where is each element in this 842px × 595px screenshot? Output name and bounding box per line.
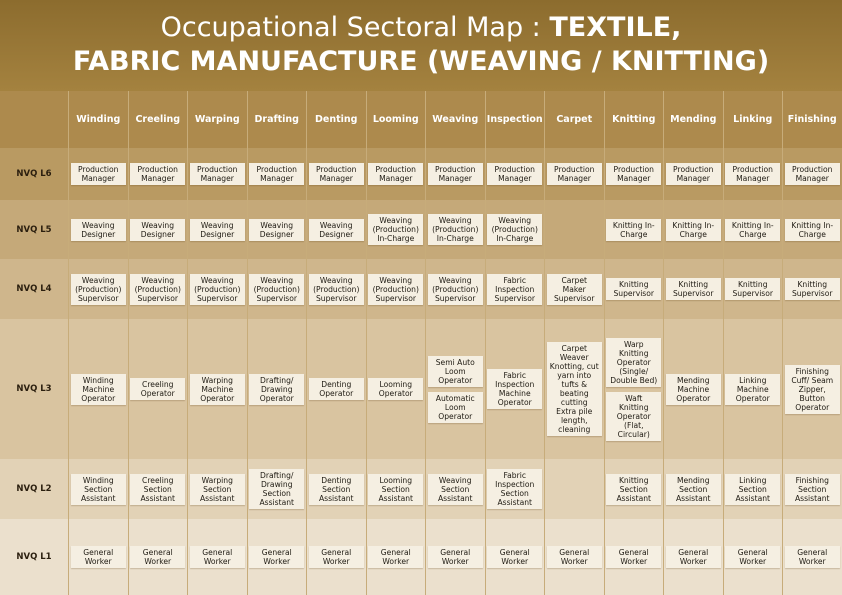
column-header: Finishing [783, 91, 842, 148]
job-stack [249, 163, 304, 185]
map-cell [664, 200, 724, 259]
map-cell [783, 259, 842, 319]
job-box: Denting Section Assistant [309, 474, 364, 505]
job-box: Knitting In-Charge [606, 219, 661, 241]
job-box: Drafting/ Drawing Section Assistant [249, 469, 304, 509]
map-cell [426, 319, 486, 459]
job-box: Production Manager [606, 163, 661, 185]
map-cell [69, 148, 129, 200]
job-box: Warping Section Assistant [190, 474, 245, 505]
column-header: Creeling [129, 91, 189, 148]
job-stack [785, 278, 840, 300]
job-box: Weaving (Production) Supervisor [428, 274, 483, 305]
job-stack [487, 546, 542, 568]
job-stack [309, 274, 364, 305]
map-cell [367, 148, 427, 200]
job-box: Warp Knitting Operator (Single/ Double Bed) [606, 338, 661, 387]
job-box: Production Manager [368, 163, 423, 185]
job-stack [130, 546, 185, 568]
job-box: Production Manager [71, 163, 126, 185]
job-stack [666, 219, 721, 241]
job-box: Weaving (Production) In-Charge [487, 214, 542, 245]
map-cell [188, 200, 248, 259]
job-box: Weaving Designer [309, 219, 364, 241]
job-box: General Worker [785, 546, 840, 568]
job-stack [785, 365, 840, 414]
job-stack [666, 546, 721, 568]
job-stack [249, 219, 304, 241]
level-label: NVQ L4 [0, 259, 69, 319]
job-box: Warping Machine Operator [190, 374, 245, 405]
job-box: Knitting Supervisor [725, 278, 780, 300]
job-box: Weaving Designer [249, 219, 304, 241]
job-box: Looming Section Assistant [368, 474, 423, 505]
map-cell [664, 259, 724, 319]
map-cell [486, 200, 546, 259]
map-cell [724, 148, 784, 200]
job-box: Waft Knitting Operator (Flat, Circular) [606, 392, 661, 441]
map-cell [783, 459, 842, 519]
job-stack [71, 546, 126, 568]
map-cell [545, 459, 605, 519]
column-header: Drafting [248, 91, 308, 148]
job-box: Knitting Section Assistant [606, 474, 661, 505]
map-cell [486, 459, 546, 519]
job-box: Production Manager [785, 163, 840, 185]
job-stack [547, 163, 602, 185]
job-stack [368, 378, 423, 400]
level-label: NVQ L5 [0, 200, 69, 259]
job-stack [487, 369, 542, 409]
job-stack [71, 163, 126, 185]
map-cell [545, 319, 605, 459]
map-cell [307, 519, 367, 595]
column-header: Linking [724, 91, 784, 148]
map-cell [664, 459, 724, 519]
level-label: NVQ L1 [0, 519, 69, 595]
job-stack [190, 274, 245, 305]
map-cell [664, 519, 724, 595]
job-stack [725, 474, 780, 505]
job-box: General Worker [130, 546, 185, 568]
job-box: Linking Machine Operator [725, 374, 780, 405]
job-stack [368, 163, 423, 185]
job-stack [190, 219, 245, 241]
map-cell [367, 259, 427, 319]
job-stack [309, 163, 364, 185]
job-box: Weaving (Production) Supervisor [190, 274, 245, 305]
page-title-line1 [0, 10, 842, 46]
job-box: Creeling Section Assistant [130, 474, 185, 505]
job-stack [71, 274, 126, 305]
job-stack [487, 163, 542, 185]
job-box: Production Manager [249, 163, 304, 185]
job-box: Weaving (Production) Supervisor [249, 274, 304, 305]
map-cell [426, 200, 486, 259]
job-box: Production Manager [725, 163, 780, 185]
map-cell [188, 459, 248, 519]
map-cell [545, 259, 605, 319]
map-cell [545, 148, 605, 200]
map-cell [724, 200, 784, 259]
job-stack [785, 546, 840, 568]
job-box: Finishing Cuff/ Seam Zipper, Button Operator [785, 365, 840, 414]
job-stack [71, 474, 126, 505]
map-cell [426, 519, 486, 595]
grid-corner [0, 91, 69, 148]
job-stack [428, 474, 483, 505]
job-box: Carpet Weaver Knotting, cut yarn into tufts & beating cutting Extra pile length, cleaning [547, 342, 602, 436]
job-stack [725, 278, 780, 300]
job-stack [190, 374, 245, 405]
job-stack [130, 219, 185, 241]
job-stack [428, 163, 483, 185]
job-stack [666, 474, 721, 505]
map-cell [248, 200, 308, 259]
job-box: Production Manager [309, 163, 364, 185]
job-box: Production Manager [666, 163, 721, 185]
title-prefix: Occupational Sectoral Map : [160, 12, 550, 43]
job-stack [666, 278, 721, 300]
map-cell [188, 319, 248, 459]
job-box: Production Manager [428, 163, 483, 185]
map-cell [307, 259, 367, 319]
map-cell [605, 459, 665, 519]
job-box: Weaving (Production) Supervisor [309, 274, 364, 305]
map-cell [188, 259, 248, 319]
column-header: Weaving [426, 91, 486, 148]
job-stack [309, 219, 364, 241]
map-cell [129, 148, 189, 200]
job-box: Mending Machine Operator [666, 374, 721, 405]
job-box: General Worker [368, 546, 423, 568]
job-box: Winding Machine Operator [71, 374, 126, 405]
level-label: NVQ L6 [0, 148, 69, 200]
job-stack [190, 546, 245, 568]
job-box: Carpet Maker Supervisor [547, 274, 602, 305]
map-cell [307, 148, 367, 200]
map-cell [69, 259, 129, 319]
job-box: Knitting Supervisor [606, 278, 661, 300]
job-box: General Worker [487, 546, 542, 568]
map-cell [664, 148, 724, 200]
column-header: Mending [664, 91, 724, 148]
map-cell [605, 259, 665, 319]
job-box: Fabric Inspection Supervisor [487, 274, 542, 305]
job-stack [785, 219, 840, 241]
map-cell [307, 459, 367, 519]
job-stack [368, 274, 423, 305]
job-stack [428, 214, 483, 245]
job-box: General Worker [249, 546, 304, 568]
column-header: Inspection [486, 91, 546, 148]
job-box: Fabric Inspection Section Assistant [487, 469, 542, 509]
job-stack [487, 274, 542, 305]
job-stack [785, 474, 840, 505]
job-box: Mending Section Assistant [666, 474, 721, 505]
job-box: Production Manager [130, 163, 185, 185]
map-cell [129, 319, 189, 459]
map-cell [724, 519, 784, 595]
job-stack [487, 214, 542, 245]
job-box: General Worker [190, 546, 245, 568]
job-stack [606, 219, 661, 241]
map-cell [783, 319, 842, 459]
job-stack [190, 163, 245, 185]
title-sector: TEXTILE, [549, 12, 682, 43]
job-stack [309, 378, 364, 400]
job-box: Weaving (Production) Supervisor [368, 274, 423, 305]
job-box: Weaving (Production) Supervisor [71, 274, 126, 305]
job-box: Weaving Section Assistant [428, 474, 483, 505]
map-cell [486, 259, 546, 319]
job-stack [785, 163, 840, 185]
column-header: Carpet [545, 91, 605, 148]
sectoral-map-table [0, 91, 842, 595]
job-box: General Worker [725, 546, 780, 568]
job-box: General Worker [309, 546, 364, 568]
job-stack [725, 374, 780, 405]
job-stack [487, 469, 542, 509]
job-stack [249, 374, 304, 405]
map-cell [545, 200, 605, 259]
column-header: Warping [188, 91, 248, 148]
job-stack [547, 342, 602, 436]
map-cell [248, 148, 308, 200]
job-box: Drafting/ Drawing Operator [249, 374, 304, 405]
map-cell [69, 459, 129, 519]
map-cell [367, 519, 427, 595]
map-cell [367, 319, 427, 459]
job-box: General Worker [606, 546, 661, 568]
job-box: Winding Section Assistant [71, 474, 126, 505]
map-cell [69, 200, 129, 259]
job-box: Weaving (Production) In-Charge [368, 214, 423, 245]
job-stack [725, 219, 780, 241]
job-stack [666, 163, 721, 185]
job-stack [368, 474, 423, 505]
job-box: Knitting Supervisor [785, 278, 840, 300]
map-cell [307, 319, 367, 459]
job-stack [249, 274, 304, 305]
job-box: Weaving (Production) In-Charge [428, 214, 483, 245]
map-cell [248, 459, 308, 519]
job-stack [428, 546, 483, 568]
map-cell [69, 519, 129, 595]
column-header: Winding [69, 91, 129, 148]
job-box: Knitting In-Charge [725, 219, 780, 241]
job-stack [666, 374, 721, 405]
map-cell [188, 519, 248, 595]
map-cell [129, 259, 189, 319]
map-cell [605, 519, 665, 595]
level-label: NVQ L2 [0, 459, 69, 519]
job-box: Finishing Section Assistant [785, 474, 840, 505]
map-cell [307, 200, 367, 259]
map-cell [188, 148, 248, 200]
job-stack [606, 546, 661, 568]
job-box: Creeling Operator [130, 378, 185, 400]
map-cell [426, 148, 486, 200]
job-box: Production Manager [190, 163, 245, 185]
job-box: Looming Operator [368, 378, 423, 400]
map-cell [486, 519, 546, 595]
job-box: Weaving Designer [71, 219, 126, 241]
job-stack [309, 546, 364, 568]
map-cell [783, 148, 842, 200]
job-box: General Worker [547, 546, 602, 568]
job-box: Weaving Designer [130, 219, 185, 241]
job-stack [547, 274, 602, 305]
job-stack [130, 163, 185, 185]
map-cell [426, 259, 486, 319]
map-cell [248, 319, 308, 459]
job-stack [249, 546, 304, 568]
job-box: General Worker [71, 546, 126, 568]
map-cell [248, 259, 308, 319]
job-stack [309, 474, 364, 505]
map-cell [367, 459, 427, 519]
map-cell [605, 148, 665, 200]
job-stack [190, 474, 245, 505]
job-stack [606, 474, 661, 505]
job-stack [428, 356, 483, 423]
job-stack [71, 374, 126, 405]
map-cell [486, 148, 546, 200]
job-box: Knitting In-Charge [666, 219, 721, 241]
map-cell [69, 319, 129, 459]
job-box: Automatic Loom Operator [428, 392, 483, 423]
page-title-line2: FABRIC MANUFACTURE (WEAVING / KNITTING) [72, 46, 770, 77]
title-banner [0, 0, 842, 91]
job-box: Semi Auto Loom Operator [428, 356, 483, 387]
job-stack [71, 219, 126, 241]
map-cell [783, 519, 842, 595]
job-stack [725, 546, 780, 568]
column-header: Looming [367, 91, 427, 148]
map-cell [248, 519, 308, 595]
map-cell [486, 319, 546, 459]
map-cell [129, 519, 189, 595]
column-header: Knitting [605, 91, 665, 148]
column-header: Denting [307, 91, 367, 148]
job-box: Weaving Designer [190, 219, 245, 241]
job-stack [606, 163, 661, 185]
job-box: Knitting In-Charge [785, 219, 840, 241]
map-cell [724, 319, 784, 459]
job-stack [368, 214, 423, 245]
map-cell [724, 459, 784, 519]
job-box: Linking Section Assistant [725, 474, 780, 505]
job-box: Weaving (Production) Supervisor [130, 274, 185, 305]
job-stack [130, 474, 185, 505]
map-cell [545, 519, 605, 595]
level-label: NVQ L3 [0, 319, 69, 459]
map-cell [605, 319, 665, 459]
job-stack [249, 469, 304, 509]
map-cell [724, 259, 784, 319]
job-stack [368, 546, 423, 568]
job-stack [606, 278, 661, 300]
map-cell [367, 200, 427, 259]
map-cell [605, 200, 665, 259]
map-cell [664, 319, 724, 459]
job-box: Fabric Inspection Machine Operator [487, 369, 542, 409]
job-stack [130, 274, 185, 305]
job-box: Production Manager [487, 163, 542, 185]
job-stack [547, 546, 602, 568]
job-stack [725, 163, 780, 185]
job-box: Denting Operator [309, 378, 364, 400]
job-box: General Worker [666, 546, 721, 568]
job-stack [428, 274, 483, 305]
job-box: Production Manager [547, 163, 602, 185]
map-cell [783, 200, 842, 259]
map-cell [129, 459, 189, 519]
map-cell [129, 200, 189, 259]
job-stack [130, 378, 185, 400]
job-box: Knitting Supervisor [666, 278, 721, 300]
map-cell [426, 459, 486, 519]
job-stack [606, 338, 661, 441]
job-box: General Worker [428, 546, 483, 568]
